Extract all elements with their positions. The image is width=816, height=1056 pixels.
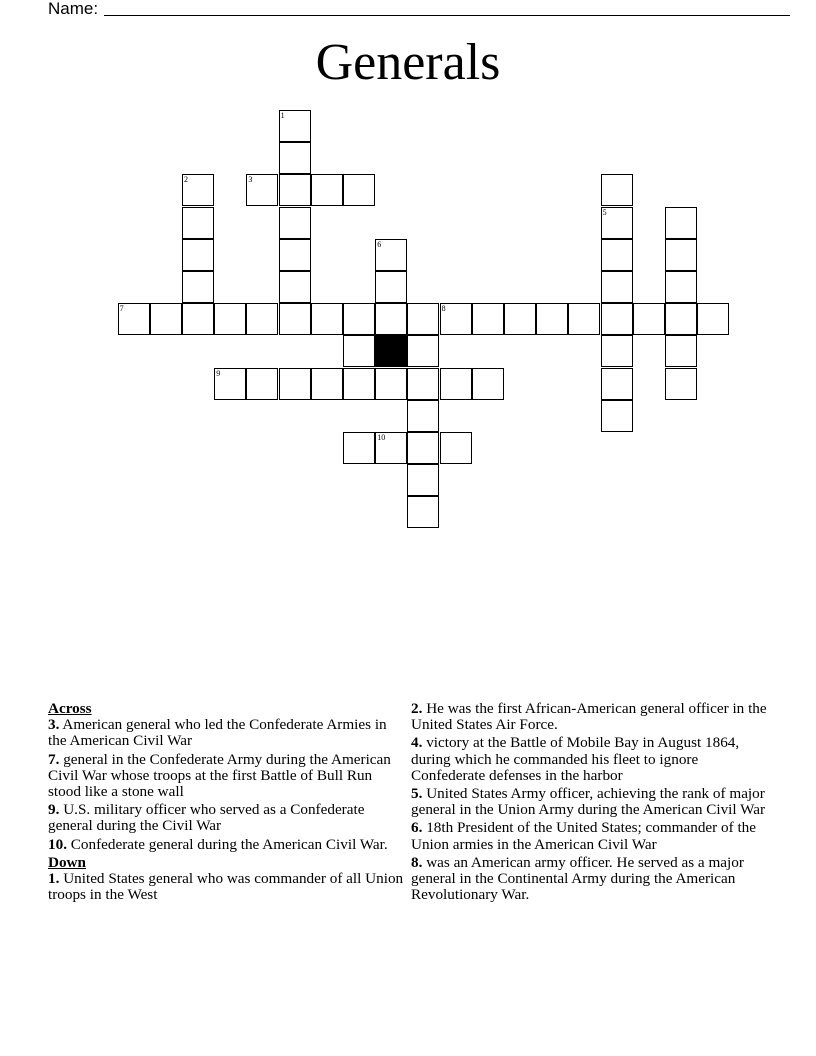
grid-cell[interactable] — [279, 142, 311, 174]
grid-cell[interactable] — [182, 271, 214, 303]
grid-cell[interactable] — [279, 303, 311, 335]
grid-cell[interactable] — [375, 303, 407, 335]
grid-cell[interactable] — [601, 239, 633, 271]
down-clue-list-continued — [411, 701, 771, 903]
clue-text: victory at the Battle of Mobile Bay in August 1864, during which he commanded his fleet to ignore Confederate defenses in the harbor — [411, 734, 740, 784]
grid-cell[interactable] — [182, 239, 214, 271]
grid-cell[interactable] — [407, 496, 439, 528]
grid-cell[interactable] — [375, 239, 407, 271]
grid-cell[interactable] — [182, 303, 214, 335]
grid-cell[interactable] — [343, 368, 375, 400]
grid-cell[interactable] — [343, 335, 375, 367]
clue-item — [411, 855, 771, 904]
grid-cell[interactable] — [665, 239, 697, 271]
grid-cell-black — [375, 335, 407, 367]
grid-cell[interactable] — [601, 271, 633, 303]
grid-cell[interactable] — [440, 303, 472, 335]
clue-text: general in the Confederate Army during the American Civil War whose troops at the first Battle of Bull Run stood like a stone wall — [48, 750, 391, 801]
grid-cell[interactable] — [150, 303, 182, 335]
grid-cell[interactable] — [601, 174, 633, 206]
grid-cell[interactable] — [407, 335, 439, 367]
grid-cell[interactable] — [118, 303, 150, 335]
clues-right-column — [411, 701, 771, 905]
grid-cell[interactable] — [311, 368, 343, 400]
clue-item — [48, 802, 408, 834]
grid-cell[interactable] — [665, 335, 697, 367]
grid-cell[interactable] — [214, 303, 246, 335]
clue-number: 10. — [48, 835, 67, 853]
clue-number: 3. — [48, 716, 60, 734]
page-title: Generals — [315, 34, 501, 91]
grid-cell[interactable] — [343, 303, 375, 335]
clue-item — [48, 871, 408, 903]
grid-cell[interactable] — [633, 303, 665, 335]
clue-item — [48, 837, 408, 853]
clue-item — [411, 786, 771, 818]
clue-text: American general who led the Confederate Armies in the American Civil War — [48, 716, 387, 750]
clue-number: 9 — [216, 368, 221, 378]
clue-text: U.S. military officer who served as a Confederate general during the Civil War — [48, 801, 365, 835]
grid-cell[interactable] — [375, 271, 407, 303]
clue-number: 7. — [48, 750, 60, 768]
clue-text: 18th President of the United States; commander of the Union armies in the American Civil War — [411, 819, 757, 853]
grid-cell[interactable] — [665, 207, 697, 239]
clue-number: 1 — [280, 111, 285, 120]
grid-cell[interactable] — [440, 368, 472, 400]
grid-cell[interactable] — [311, 174, 343, 206]
grid-cell[interactable] — [504, 303, 536, 335]
grid-cell[interactable] — [246, 174, 278, 206]
clue-number: 7 — [119, 304, 124, 314]
grid-cell[interactable] — [279, 368, 311, 400]
grid-cell[interactable] — [568, 303, 600, 335]
grid-cell[interactable] — [665, 303, 697, 335]
grid-cell[interactable] — [311, 303, 343, 335]
clue-item — [48, 752, 408, 801]
grid-cell[interactable] — [343, 432, 375, 464]
name-label: Name: — [48, 0, 99, 18]
clue-item — [411, 820, 771, 852]
grid-cell[interactable] — [279, 174, 311, 206]
clue-number: 9. — [48, 801, 60, 819]
grid-cell[interactable] — [182, 174, 214, 206]
clue-text: He was the first African-American general officer in the United States Air Force. — [411, 700, 767, 734]
grid-cell[interactable] — [601, 400, 633, 432]
clue-number: 8 — [441, 304, 446, 314]
clue-number: 3 — [248, 175, 253, 185]
grid-cell[interactable] — [407, 432, 439, 464]
down-clue-list — [48, 871, 408, 903]
clue-text: was an American army officer. He served as a major general in the Continental Army during the American Revolutionary War. — [411, 853, 744, 904]
grid-cell[interactable] — [601, 303, 633, 335]
grid-cell[interactable] — [472, 368, 504, 400]
grid-cell[interactable] — [440, 432, 472, 464]
grid-cell[interactable] — [279, 110, 311, 142]
grid-cell[interactable] — [665, 368, 697, 400]
clue-number: 5. — [411, 785, 423, 803]
grid-cell[interactable] — [279, 207, 311, 239]
clue-text: United States Army officer, achieving the rank of major general in the Union Army during the American Civil War — [411, 785, 766, 819]
clue-text: United States general who was commander of all Union troops in the West — [48, 870, 404, 904]
clue-number: 8. — [411, 853, 423, 871]
grid-cell[interactable] — [407, 303, 439, 335]
grid-cell[interactable] — [601, 335, 633, 367]
clue-number: 1. — [48, 870, 60, 888]
clue-number: 5 — [602, 207, 607, 217]
clue-number: 10 — [377, 433, 386, 442]
grid-cell[interactable] — [601, 368, 633, 400]
grid-cell[interactable] — [375, 432, 407, 464]
grid-cell[interactable] — [182, 207, 214, 239]
grid-cell[interactable] — [375, 368, 407, 400]
clue-item — [411, 701, 771, 733]
clue-number: 6. — [411, 819, 423, 837]
clue-number: 6 — [377, 239, 382, 249]
clue-number: 2 — [184, 175, 188, 185]
grid-cell[interactable] — [246, 368, 278, 400]
grid-cell[interactable] — [407, 464, 439, 496]
clue-text: Confederate general during the American Civil War. — [66, 835, 388, 853]
grid-cell[interactable] — [407, 368, 439, 400]
grid-cell[interactable] — [279, 239, 311, 271]
clue-item — [48, 717, 408, 749]
down-heading: Down — [48, 853, 86, 871]
grid-cell[interactable] — [279, 271, 311, 303]
grid-cell[interactable] — [536, 303, 568, 335]
grid-cell[interactable] — [407, 400, 439, 432]
grid-cell[interactable] — [214, 368, 246, 400]
clue-number: 4. — [411, 734, 423, 752]
across-heading: Across — [48, 700, 92, 717]
grid-cell[interactable] — [601, 207, 633, 239]
grid-cell[interactable] — [343, 174, 375, 206]
grid-cell[interactable] — [697, 303, 729, 335]
clue-number: 2. — [411, 700, 423, 717]
grid-cell[interactable] — [246, 303, 278, 335]
grid-cell[interactable] — [472, 303, 504, 335]
clue-item — [411, 735, 771, 784]
across-clue-list — [48, 717, 408, 853]
clues-left-column — [48, 701, 408, 905]
grid-cell[interactable] — [665, 271, 697, 303]
